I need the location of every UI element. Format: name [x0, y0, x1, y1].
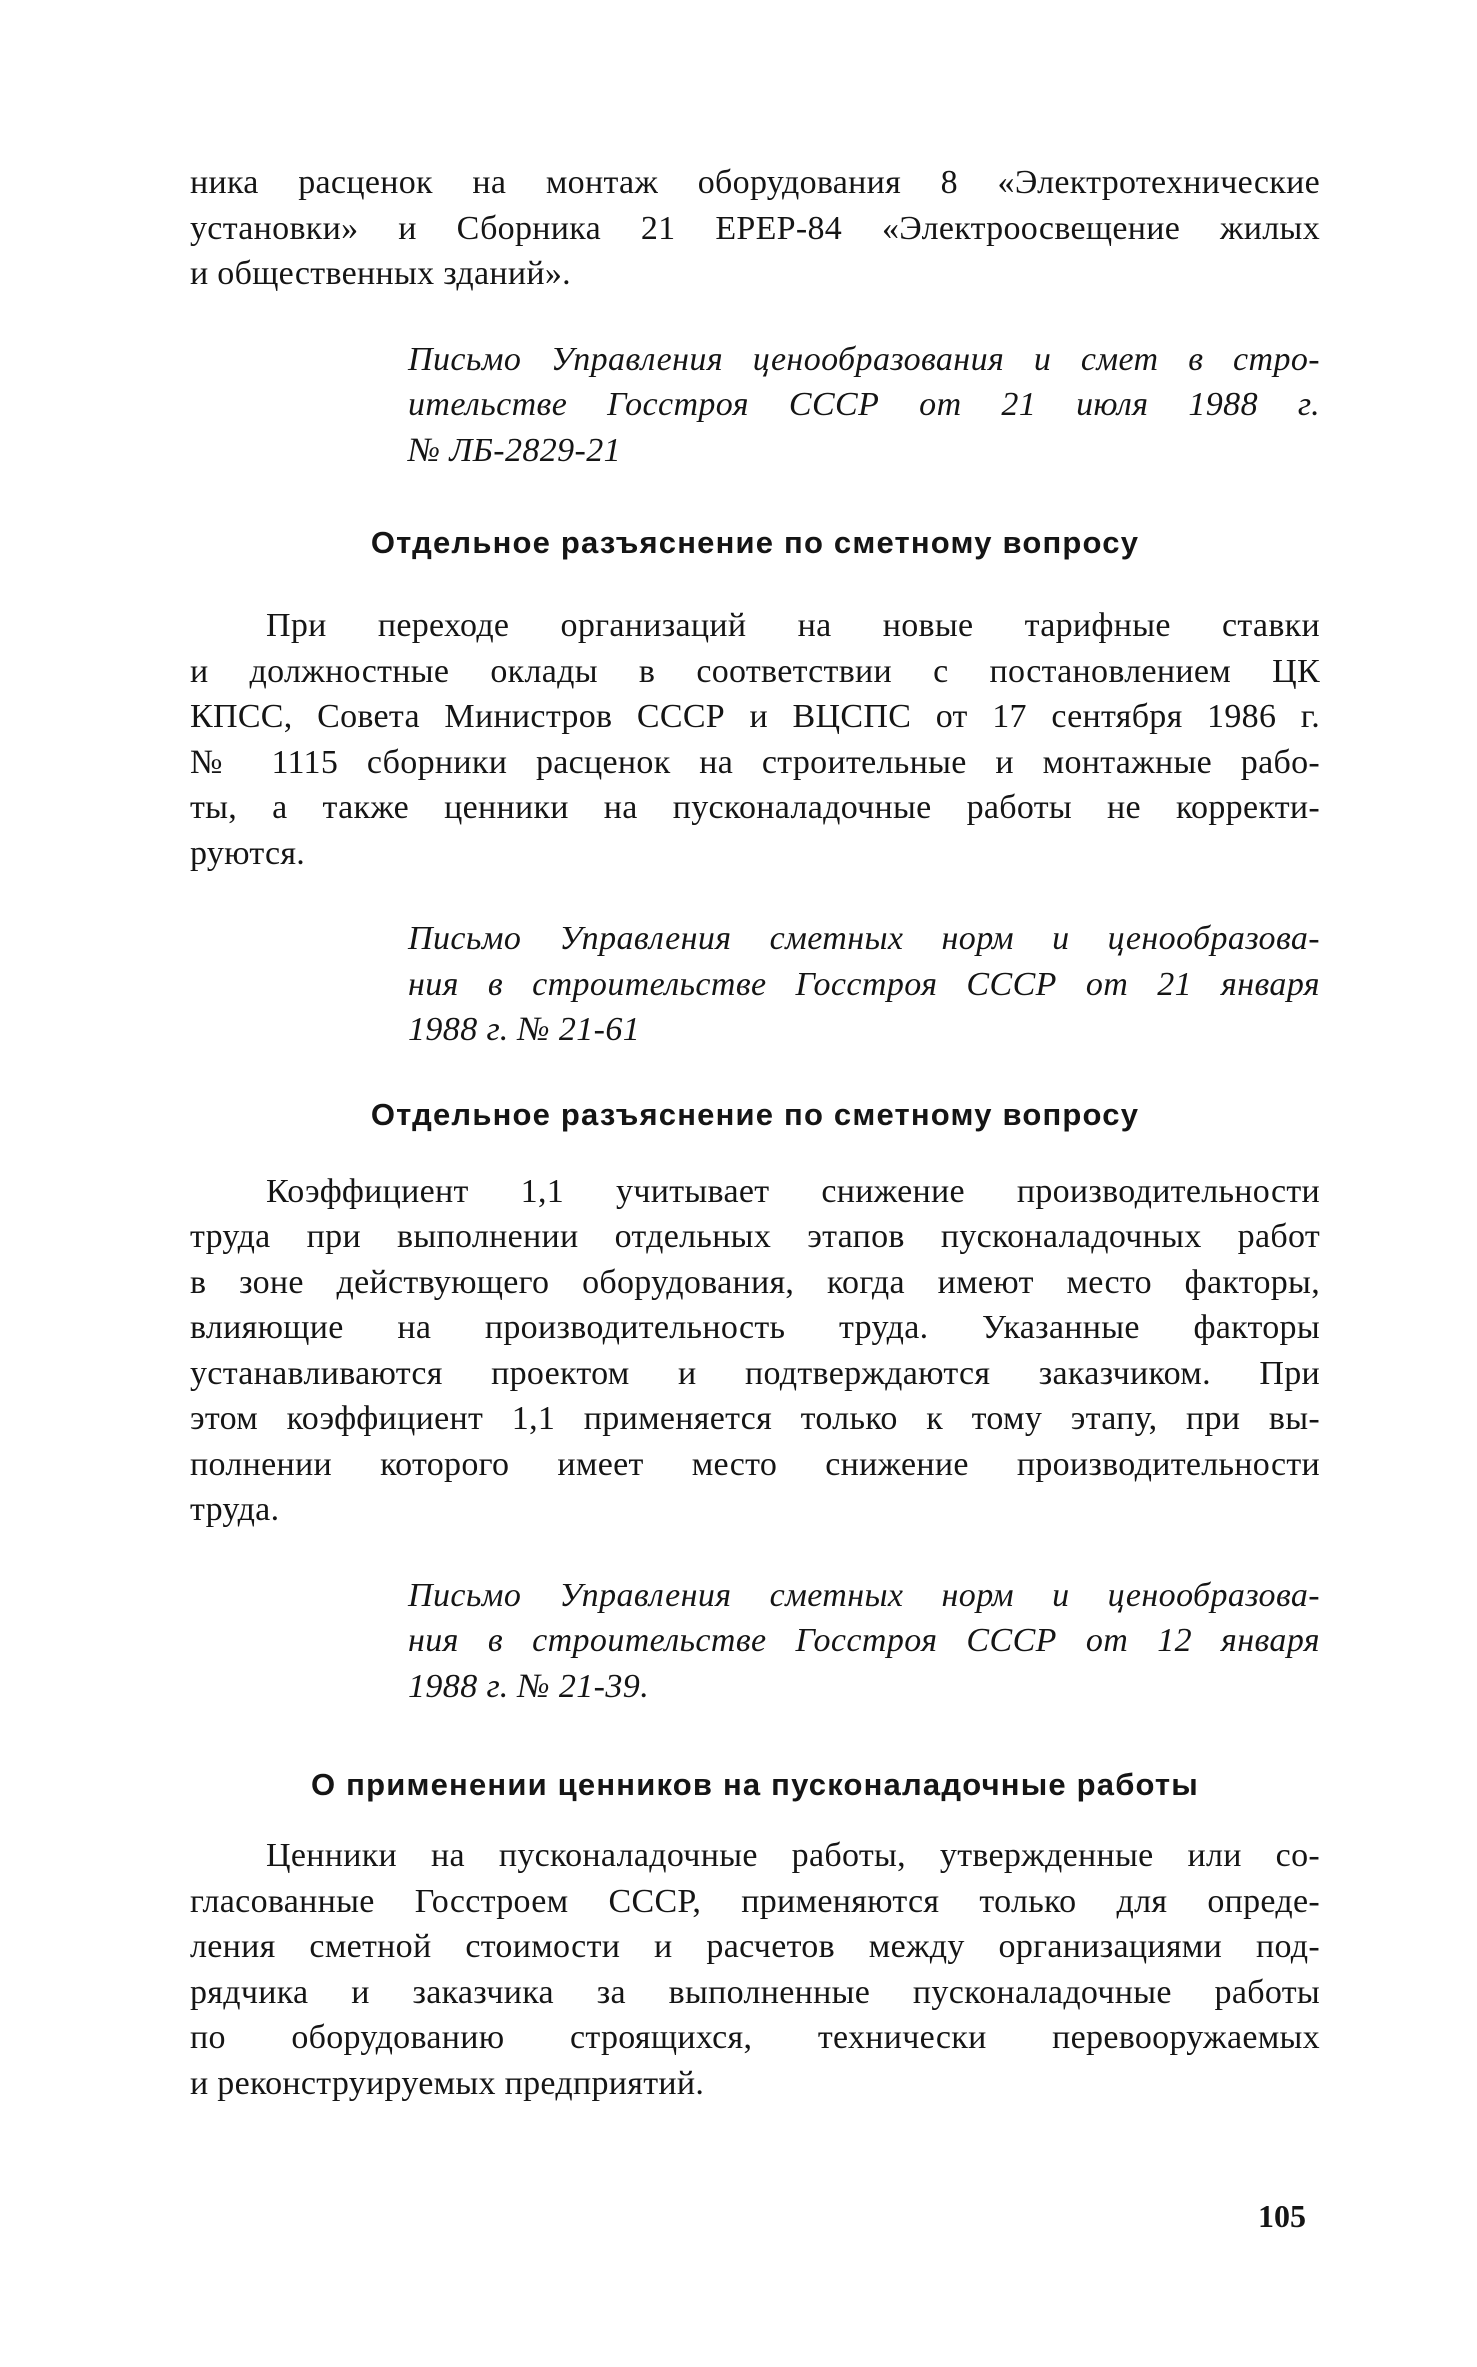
paragraph-line: по оборудованию строящихся, технически перевооружаемых [190, 2019, 1320, 2056]
paragraph-line: ты, а также ценники на пусконаладочные работы не корректи- [190, 789, 1320, 826]
paragraph-line: ления сметной стоимости и расчетов между организациями под- [190, 1928, 1320, 1965]
paragraph-line: и должностные оклады в соответствии с постановлением ЦК [190, 652, 1320, 690]
paragraph-line: и реконструируемых предприятий. [190, 2064, 705, 2102]
citation-line: 1988 г. № 21-39. [408, 1667, 650, 1705]
section-2-citation [408, 1573, 1320, 1710]
paragraph-line: полнении которого имеет место снижение производительности [190, 1445, 1320, 1483]
paragraph-line: влияющие на производительность труда. Указанные факторы [190, 1309, 1320, 1346]
paragraph-line: Ценники на пусконаладочные работы, утвержденные или со- [266, 1837, 1320, 1874]
section-2-heading: Отдельное разъяснение по сметному вопросу [370, 1096, 1140, 1132]
paragraph-line: рядчика и заказчика за выполненные пусконаладочные работы [190, 1973, 1320, 2011]
citation-1 [408, 337, 1320, 474]
section-1-heading: Отдельное разъяснение по сметному вопросу [370, 525, 1140, 560]
citation-line: Письмо Управления ценообразования и смет в стро- [408, 340, 1320, 378]
paragraph-line: гласованные Госстроем СССР, применяются только для опреде- [190, 1882, 1320, 1920]
section-2-paragraph [190, 1169, 1320, 1533]
section-1-citation [408, 916, 1320, 1053]
citation-line: Письмо Управления сметных норм и ценообразова- [408, 920, 1320, 957]
intro-line: ника расценок на монтаж оборудования 8 «Электротехнические [190, 164, 1320, 201]
section-3-paragraph [190, 1833, 1320, 2106]
intro-paragraph [190, 160, 1320, 297]
paragraph-line: руются. [190, 834, 306, 872]
paragraph-line: устанавливаются проектом и подтверждаются заказчиком. При [190, 1354, 1320, 1392]
paragraph-line: этом коэффициент 1,1 применяется только к тому этапу, при вы- [190, 1400, 1320, 1437]
paragraph-line: в зоне действующего оборудования, когда имеют место факторы, [190, 1263, 1320, 1301]
citation-line: ительстве Госстроя СССР от 21 июля 1988 г. [408, 386, 1320, 423]
section-1-paragraph [190, 603, 1320, 876]
paragraph-line: Коэффициент 1,1 учитывает снижение производительности [266, 1172, 1320, 1210]
paragraph-line: труда. [190, 1491, 280, 1528]
citation-line: № ЛБ-2829-21 [408, 431, 622, 469]
section-3-heading: О применении ценников на пусконаладочные работы [311, 1767, 1199, 1802]
citation-line: 1988 г. № 21-61 [408, 1011, 641, 1048]
page-number: 105 [1258, 2198, 1306, 2234]
intro-line: установки» и Сборника 21 ЕРЕР-84 «Электроосвещение жилых [190, 209, 1320, 247]
intro-line: и общественных зданий». [190, 255, 571, 292]
paragraph-line: КПСС, Совета Министров СССР и ВЦСПС от 17 сентября 1986 г. [190, 698, 1320, 735]
paragraph-line: № 1115 сборники расценок на строительные и монтажные рабо- [190, 743, 1320, 781]
citation-line: ния в строительстве Госстроя СССР от 12 января [408, 1622, 1320, 1659]
document-page [190, 160, 1320, 2106]
citation-line: ния в строительстве Госстроя СССР от 21 января [408, 965, 1320, 1003]
paragraph-line: При переходе организаций на новые тарифные ставки [266, 607, 1320, 644]
paragraph-line: труда при выполнении отдельных этапов пусконаладочных работ [190, 1218, 1320, 1255]
citation-line: Письмо Управления сметных норм и ценообразова- [408, 1576, 1320, 1614]
